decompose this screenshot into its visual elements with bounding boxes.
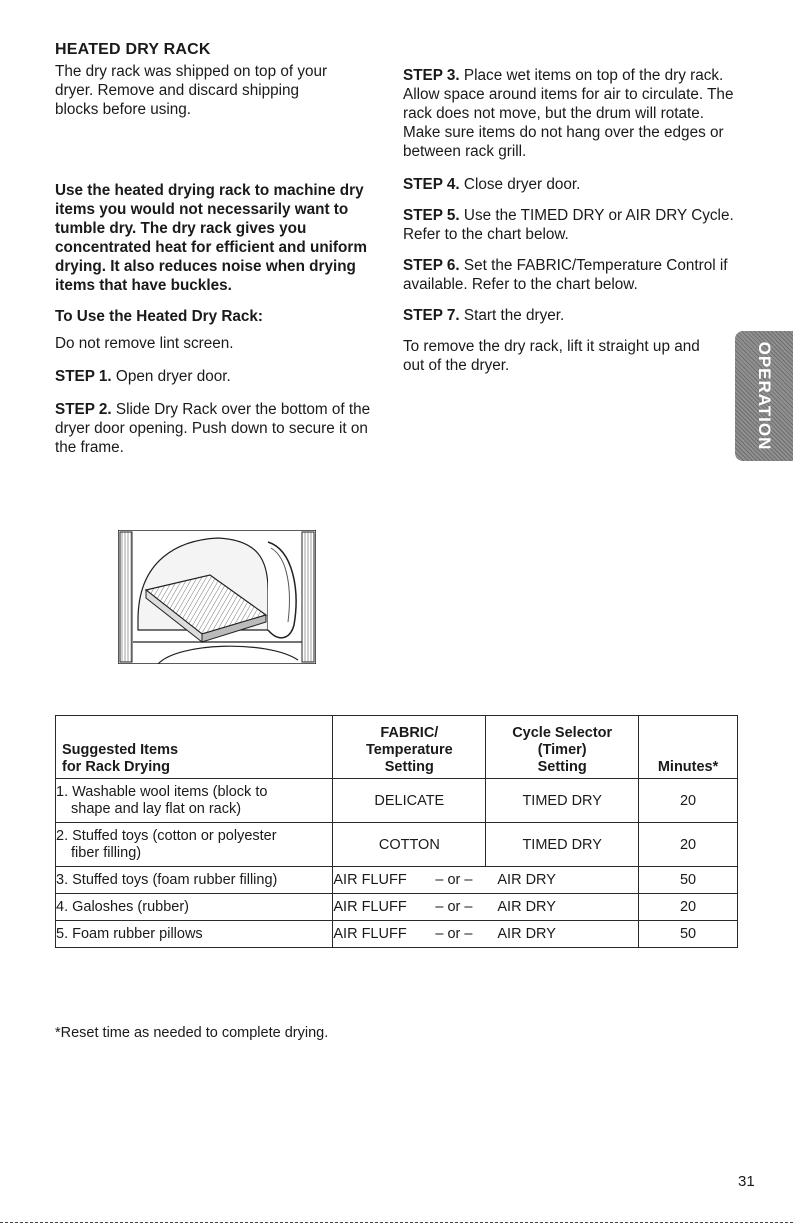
lint-note: Do not remove lint screen. — [55, 335, 234, 352]
item-cell: 4. Galoshes (rubber) — [56, 894, 333, 921]
table-row — [56, 823, 738, 867]
table-row — [56, 894, 738, 921]
cycle-cell: TIMED DRY — [486, 779, 639, 823]
item-line-1: 2. Stuffed toys (cotton or polyester — [56, 827, 277, 844]
step-3 — [403, 66, 743, 161]
header-suggested-items — [56, 716, 333, 779]
table-row — [56, 779, 738, 823]
minutes-cell: 20 — [639, 894, 738, 921]
header-cycle-selector — [486, 716, 639, 779]
step-7-label: STEP 7. — [403, 307, 460, 324]
minutes-cell: 20 — [639, 823, 738, 867]
header-fabric-line-2: Temperature — [365, 742, 453, 758]
left-column — [55, 62, 390, 457]
page-number: 31 — [738, 1173, 755, 1190]
header-cycle-line-2: (Timer) — [537, 742, 587, 758]
table-header-row — [56, 716, 738, 779]
step-4 — [403, 175, 743, 194]
cycle-setting: AIR DRY — [497, 872, 556, 888]
header-items-line-1: Suggested Items — [62, 742, 179, 758]
intro-paragraph: The dry rack was shipped on top of your dryer. Remove and discard shipping blocks before using. — [55, 63, 328, 118]
step-5-text: Use the TIMED DRY or AIR DRY Cycle. Refer to the chart below. — [403, 207, 734, 243]
step-4-label: STEP 4. — [403, 176, 460, 193]
setting-combo-cell — [333, 867, 639, 894]
page-bottom-rule — [0, 1222, 793, 1223]
fabric-setting: AIR FLUFF — [333, 926, 407, 942]
table-footnote: *Reset time as needed to complete drying. — [55, 1025, 329, 1041]
header-cycle-line-1: Cycle Selector — [512, 725, 613, 741]
table-row — [56, 867, 738, 894]
step-2-text: Slide Dry Rack over the bottom of the dryer door opening. Push down to secure it on the frame. — [55, 401, 371, 456]
howto-heading: To Use the Heated Dry Rack: — [55, 308, 263, 325]
step-7 — [403, 306, 743, 325]
step-2 — [55, 400, 390, 457]
step-3-text: Place wet items on top of the dry rack. Allow space around items for air to circulate. The rack does not move, but the drum will rotate. Make sure items do not hang over the edges or between rack grill. — [403, 67, 734, 160]
step-5-label: STEP 5. — [403, 207, 460, 224]
step-2-label: STEP 2. — [55, 401, 112, 418]
minutes-cell: 50 — [639, 921, 738, 948]
item-cell: 3. Stuffed toys (foam rubber filling) — [56, 867, 333, 894]
dry-rack-illustration — [118, 530, 316, 664]
setting-combo-cell — [333, 921, 639, 948]
step-1-label: STEP 1. — [55, 368, 112, 385]
header-minutes: Minutes* — [639, 716, 738, 779]
or-separator: – or – — [435, 926, 473, 942]
rack-benefits-paragraph: Use the heated drying rack to machine dry items you would not necessarily want to tumble dry. The dry rack gives you concentrated heat for efficient and uniform drying. It also reduces noise when drying items that have buckles. — [55, 182, 367, 294]
header-fabric-line-1: FABRIC/ — [380, 725, 439, 741]
step-7-text: Start the dryer. — [459, 307, 565, 324]
step-6-text: Set the FABRIC/Temperature Control if available. Refer to the chart below. — [403, 257, 728, 293]
remove-rack-note: To remove the dry rack, lift it straight up and out of the dryer. — [403, 338, 700, 374]
step-4-text: Close dryer door. — [459, 176, 581, 193]
cycle-cell: TIMED DRY — [486, 823, 639, 867]
step-5 — [403, 206, 743, 244]
header-items-line-2: for Rack Drying — [62, 759, 170, 775]
fabric-setting: AIR FLUFF — [333, 872, 407, 888]
setting-combo-cell — [333, 894, 639, 921]
table-row — [56, 921, 738, 948]
minutes-cell: 50 — [639, 867, 738, 894]
cycle-setting: AIR DRY — [497, 899, 556, 915]
item-cell: 5. Foam rubber pillows — [56, 921, 333, 948]
fabric-cell: DELICATE — [333, 779, 486, 823]
right-column — [403, 66, 743, 375]
step-6-label: STEP 6. — [403, 257, 460, 274]
step-6 — [403, 256, 743, 294]
item-line-1: 1. Washable wool items (block to — [56, 783, 268, 800]
item-cell — [56, 823, 333, 867]
side-tab-label: OPERATION — [755, 341, 774, 451]
fabric-setting: AIR FLUFF — [333, 899, 407, 915]
or-separator: – or – — [435, 899, 473, 915]
step-1-text: Open dryer door. — [111, 368, 231, 385]
step-3-label: STEP 3. — [403, 67, 460, 84]
step-1 — [55, 367, 390, 386]
item-line-2: shape and lay flat on rack) — [71, 800, 242, 817]
fabric-cell: COTTON — [333, 823, 486, 867]
item-cell — [56, 779, 333, 823]
header-fabric-temperature — [333, 716, 486, 779]
minutes-cell: 20 — [639, 779, 738, 823]
header-cycle-line-3: Setting — [537, 759, 587, 775]
rack-drying-table — [55, 715, 738, 948]
header-fabric-line-3: Setting — [384, 759, 434, 775]
or-separator: – or – — [435, 872, 473, 888]
cycle-setting: AIR DRY — [497, 926, 556, 942]
operation-side-tab — [735, 331, 793, 461]
section-title: HEATED DRY RACK — [55, 41, 211, 58]
item-line-2: fiber filling) — [71, 844, 142, 861]
